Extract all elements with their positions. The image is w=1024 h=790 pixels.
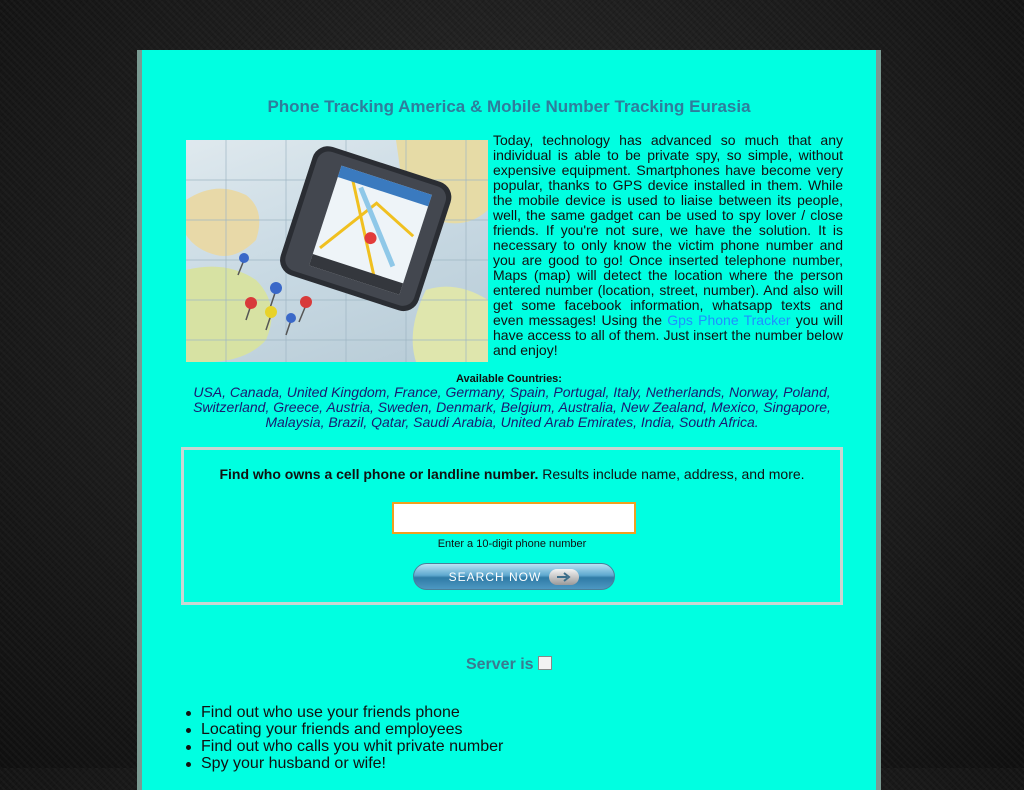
map-illustration [186, 140, 488, 362]
countries-list: USA, Canada, United Kingdom, France, Germany, Spain, Portugal, Italy, Netherlands, Norway, Poland, Switzerland, Greece, Austria, Sweden, Denmark, Belgium, Australia, New Zealand, Mexico, Singapore, Malaysia, Brazil, Qatar, Saudi Arabia, United Arab Emirates, India, South Africa. [193, 384, 831, 430]
intro-text-end: you will have access to all of them. Just insert the number below and enjoy! [493, 312, 843, 358]
feature-item: Find out who use your friends phone [201, 704, 503, 721]
arrow-right-icon [549, 569, 579, 585]
page-title: Phone Tracking America & Mobile Number Tracking Eurasia [267, 97, 751, 116]
broken-image-icon [538, 656, 552, 670]
server-status [142, 656, 876, 674]
intro-paragraph [493, 133, 843, 358]
search-box [181, 447, 843, 605]
phone-on-map-image [186, 140, 488, 362]
main-content-panel [137, 50, 881, 790]
countries-label: Available Countries: [456, 373, 562, 385]
intro-text-start: Today, technology has advanced so much that any individual is able to be private spy, so simple, without expensive equipment. Smartphones have become very popular, thanks to GPS device installed in them. While the mobile device is used to liaise between its people, well, the same gadget can be used to spy lover / close friends. If you're not sure, we have the solution. It is necessary to only know the victim phone number and you are good to go! Once inserted telephone number, Maps (map) will detect the location where the person entered number (location, street, number). And also will get some facebook information, whatsapp texts and even messages! Using the [493, 132, 843, 328]
feature-item: Spy your husband or wife! [201, 755, 503, 772]
gps-phone-tracker-link[interactable]: Gps Phone Tracker [667, 312, 791, 328]
features-list [201, 704, 503, 772]
search-now-button[interactable] [413, 563, 615, 590]
server-status-label: Server is [465, 656, 534, 673]
search-button-label: SEARCH NOW [448, 569, 542, 584]
feature-item: Find out who calls you whit private number [201, 738, 504, 755]
phone-input-hint: Enter a 10-digit phone number [437, 538, 587, 550]
search-heading-bold: Find who owns a cell phone or landline number. [219, 466, 539, 482]
feature-item: Locating your friends and employees [201, 721, 503, 738]
search-heading [184, 466, 840, 482]
phone-number-input[interactable] [392, 502, 636, 534]
search-heading-rest: Results include name, address, and more. [538, 466, 805, 482]
